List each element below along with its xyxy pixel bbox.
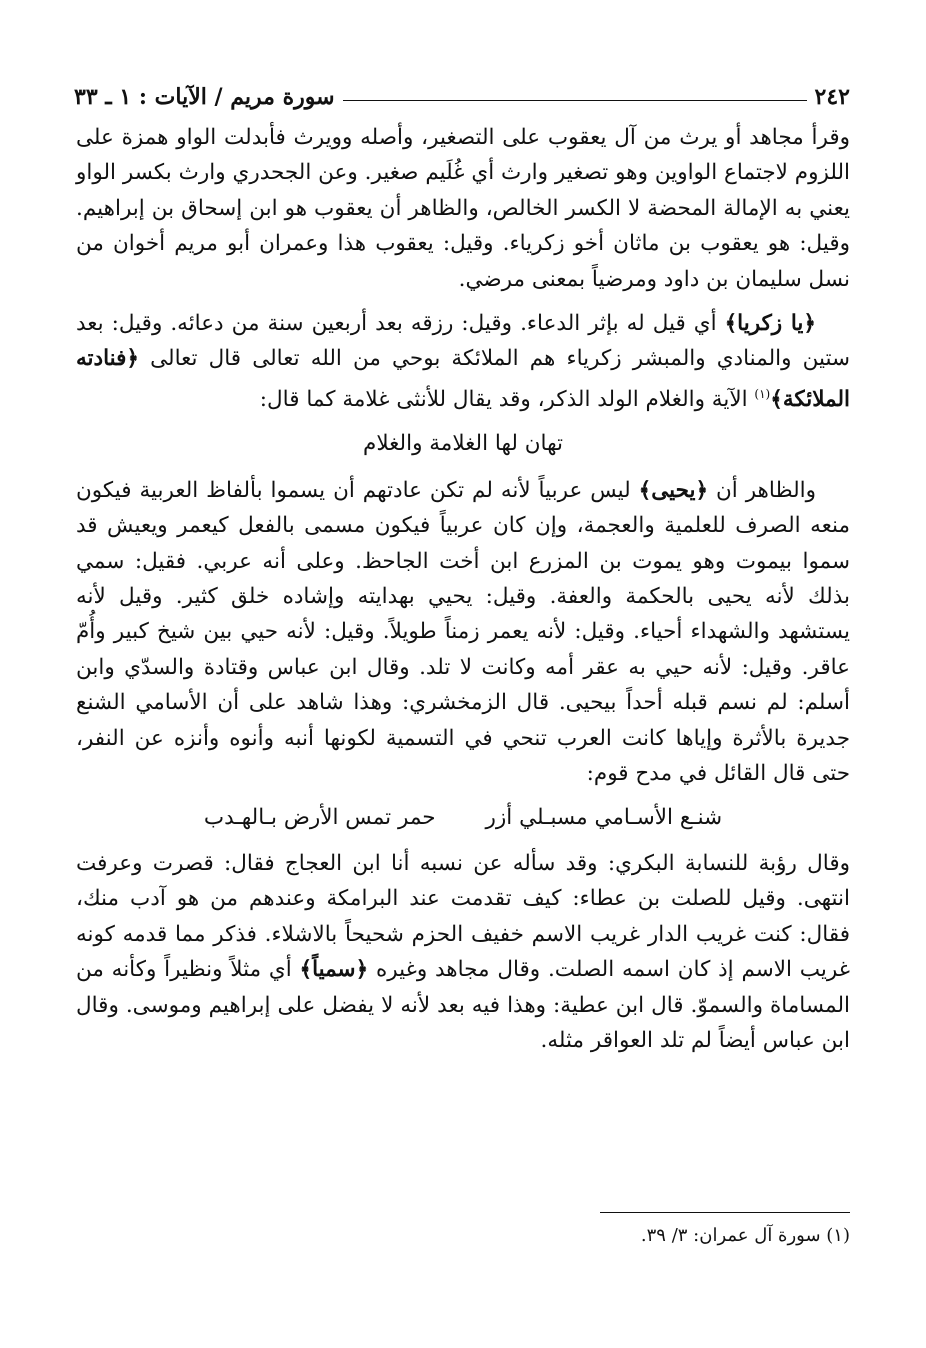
header-rule <box>343 100 807 101</box>
quran-quote: ﴿سمياً﴾ <box>299 957 369 983</box>
paragraph-4-text-a: وقال رؤبة للنسابة البكري: وقد سأله عن نسبه أنا ابن العجاج فقال: قصرت وعرفت انتهى. وقيل للصلت بن عطاء: كيف تقدمت عند البرامكة وعندهم من هو آدب منك، فقال: كنت غريب الدار غريب الاسم خفيف الحزم شحيحاً بالاشلاء. فذكر مما قدمه كونه غريب الاسم إذ كان اسمه الصلت. وقال مجاهد وغيره <box>76 850 850 983</box>
quran-quote: ﴿يا زكريا﴾ <box>724 311 816 337</box>
paragraph-4-text-b: أي مثلاً ونظيراً وكأنه من المساماة والسموّ. قال ابن عطية: وهذا فيه بعد لأنه لا يفضل على إبراهيم وموسى. وقال ابن عباس أيضاً لم تلد العواقر مثله. <box>76 957 850 1053</box>
paragraph-2-text-b: الآية والغلام الولد الذكر، وقد يقال للأنثى غلامة كما قال: <box>259 387 755 412</box>
footnote-rule <box>600 1212 850 1213</box>
paragraph-3-text-a: والظاهر أن <box>708 477 816 503</box>
verse-line-2 <box>76 800 850 835</box>
footnote-marker: (١) <box>754 386 771 401</box>
running-title: سورة مريم / الآيات : ١ ـ ٣٣ <box>74 84 335 110</box>
verse-hemistich-first: شنـع الأسـامي مسبـلي أزر <box>485 805 723 831</box>
page-header <box>74 70 850 110</box>
body-text <box>76 120 850 1067</box>
paragraph-4 <box>76 846 850 1058</box>
verse-line-1: تهان لها الغلامة والغلام <box>363 431 563 457</box>
page-number: ٢٤٢ <box>814 84 850 110</box>
verse-hemistich-second: حمر تمس الأرض بـالهـدب <box>203 805 436 831</box>
quran-quote: ﴿فنادته الملائكة﴾ <box>76 346 850 412</box>
footnote: (١) سورة آل عمران: ٣/ ٣٩. <box>640 1225 850 1246</box>
paragraph-3-text-b: ليس عربياً لأنه لم تكن عادتهم أن يسموا بألفاظ العربية فيكون منعه الصرف للعلمية والعجمة، وإن كان عربياً فيكون مسمى بالفعل كيعمر ويعيش قد سموا بيموت وهو يموت بن المزرع ابن أخت الجاحظ. وعلى أنه عربي. فقيل: سمي بذلك لأنه يحيى بالحكمة والعفة. وقيل: يحيي بهدايته وإشاده خلق كثير. وقيل لأنه يستشهد والشهداء أحياء. وقيل: لأنه يعمر زمناً طويلاً. وقيل: لأنه حيي بين شيخ كبير وأُمّ عاقر. وقيل: لأنه حيي به عقر أمه وكانت لا تلد. وقال ابن عباس وقتادة والسدّي وابن أسلم: لم نسم قبله أحداً بيحيى. قال الزمخشري: وهذا شاهد على أن الأسامي الشنع جديرة بالأثرة وإياها كانت العرب تنحي في التسمية لكونها أنبه وأنوه وأنزه عن النفر، حتى قال القائل في مدح قوم: <box>76 477 850 787</box>
paragraph-2-text-a: أي قيل له بإثر الدعاء. وقيل: رزقه بعد أربعين سنة من دعائه. وقيل: بعد ستين والمنادي والمبشر زكرياء هم الملائكة بوحي من الله تعالى قال تعالى <box>76 311 850 372</box>
quran-quote: ﴿يحيى﴾ <box>638 477 709 503</box>
paragraph-1: وقرأ مجاهد أو يرث من آل يعقوب على التصغير، وأصله وويرث فأبدلت الواو همزة على اللزوم لاجتماع الواوين وهو تصغير وارث أي غُلَيم صغير. وعن الجحدري وارث بكسر الواو يعني به الإمالة المحضة لا الكسر الخالص، والظاهر أن يعقوب هو ابن إسحاق بن إبراهيم. وقيل: هو يعقوب بن ماثان أخو زكرياء. وقيل: يعقوب هذا وعمران أبو مريم أخوان من نسل سليمان بن داود ومرضياً بمعنى مرضي. <box>76 125 850 292</box>
paragraph-2 <box>76 306 850 417</box>
paragraph-3 <box>76 473 850 792</box>
